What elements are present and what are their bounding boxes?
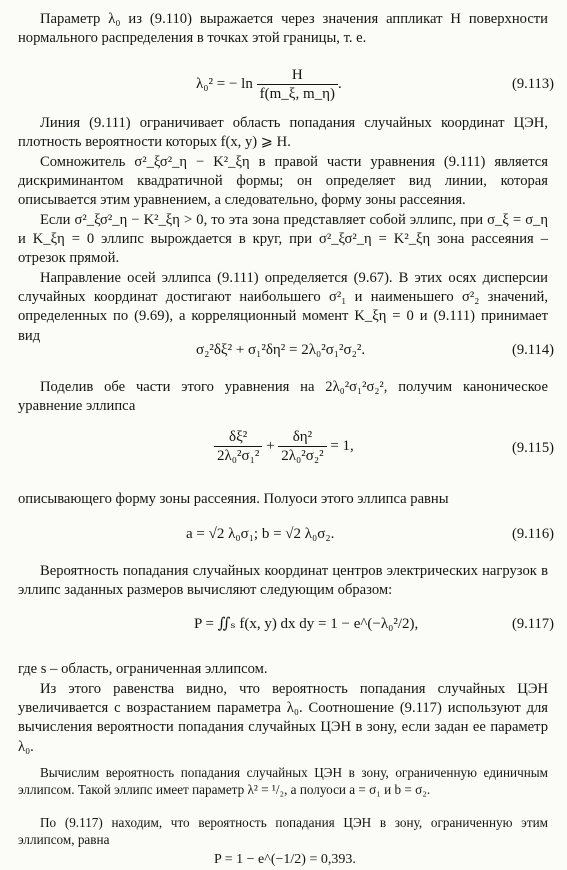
- equation-lhs: λ₀² = − ln: [196, 75, 253, 92]
- paragraph-axes-direction: Направление осей эллипса (9.111) определяется (9.67). В этих осях дисперсии случайных координат достигают наибольшего σ²₁ и наименьшего σ²₂ значений, определенных по (9.69), а корреляционный момент K_ξη = 0 и (9.111) принимает вид: [18, 270, 548, 344]
- paragraph-ellipse-cases: Если σ²_ξσ²_η − K²_ξη > 0, то эта зона представляет собой эллипс, при σ_ξ = σ_η и K_ξη = 0 эллипс вырождается в круг, при σ²_ξσ²_η = K²_ξη зона рассеяния – отрезок прямой.: [18, 212, 548, 267]
- equation-9-113: [18, 60, 554, 100]
- equation-number: (9.114): [511, 342, 554, 358]
- equation-9-117: [18, 614, 554, 654]
- equation-9-115: [18, 424, 554, 464]
- paragraph-probability-growth: Из этого равенства видно, что вероятность попадания случайных ЦЭН увеличивается с возрастанием параметра λ₀. Соотношение (9.117) используют для вычисления вероятности попадания случайных ЦЭН в зону, если задан ее параметр λ₀.: [18, 681, 548, 755]
- equation-number: (9.117): [511, 616, 554, 632]
- paragraph-semi-axes-intro: описывающего форму зоны рассеяния. Полуоси этого эллипса равны: [18, 491, 449, 507]
- paragraph-example: Вычислим вероятность попадания случайных ЦЭН в зону, ограниченную единичным эллипсом. Такой эллипс имеет параметр λ² = ¹/₂, а полуоси a = σ₁ и b = σ₂.: [18, 765, 548, 798]
- equation-fraction-eta: [278, 428, 326, 465]
- equation-body: σ₂²δξ² + σ₁²δη² = 2λ₀²σ₁²σ₂².: [196, 342, 366, 358]
- equation-body: a = √2 λ₀σ₁; b = √2 λ₀σ₂.: [186, 526, 335, 542]
- equation-fraction: [257, 66, 338, 103]
- equation-9-116: [18, 524, 554, 564]
- fraction-numerator: H: [257, 66, 338, 85]
- paragraph-canonical-intro: Поделив обе части этого уравнения на 2λ₀²σ₁²σ₂², получим каноническое уравнение эллипса: [18, 379, 548, 415]
- equation-tail: .: [337, 75, 342, 92]
- equation-number: (9.113): [511, 76, 554, 92]
- equation-result: [18, 850, 554, 870]
- equation-fraction-xi: [214, 428, 262, 465]
- plus-sign: +: [266, 437, 275, 454]
- equation-body: [214, 428, 354, 465]
- paragraph-lambda-definition: Параметр λ₀ из (9.110) выражается через значения аппликат H поверхности нормального распределения в точках этой границы, т. е.: [18, 11, 548, 47]
- paragraph-example-result: По (9.117) находим, что вероятность попадания ЦЭН в зону, ограниченную этим эллипсом, равна: [18, 815, 548, 848]
- equation-number: (9.116): [511, 526, 554, 542]
- fraction-denominator: 2λ₀²σ₁²: [217, 448, 260, 464]
- paragraph-region-definition: где s – область, ограниченная эллипсом.: [18, 661, 268, 677]
- fraction-denominator: f(m_ξ, m_η): [259, 86, 335, 102]
- equation-body: P = ∬ₛ f(x, y) dx dy = 1 − e^(−λ₀²/2),: [194, 616, 419, 632]
- fraction-numerator: δξ²: [214, 428, 262, 447]
- fraction-numerator: δη²: [278, 428, 326, 447]
- paragraph-discriminant: Сомножитель σ²_ξσ²_η − K²_ξη в правой части уравнения (9.111) является дискриминантом квадратичной формы; он определяет вид линии, которая описывается этим уравнением, а следовательно, форму зоны рассеяния.: [18, 154, 548, 209]
- equation-number: (9.115): [511, 440, 554, 456]
- paragraph-probability-intro: Вероятность попадания случайных координат центров электрических нагрузок в эллипс заданных размеров вычисляют следующим образом:: [18, 563, 548, 599]
- paragraph-line-boundary: Линия (9.111) ограничивает область попадания случайных координат ЦЭН, плотность вероятности которых f(x, y) ⩾ H.: [18, 115, 548, 151]
- equation-tail: = 1,: [330, 437, 354, 454]
- equation-body: P = 1 − e^(−1/2) = 0,393.: [214, 852, 356, 867]
- equation-9-114: [18, 340, 554, 380]
- equation-body: [196, 66, 342, 103]
- fraction-denominator: 2λ₀²σ₂²: [281, 448, 324, 464]
